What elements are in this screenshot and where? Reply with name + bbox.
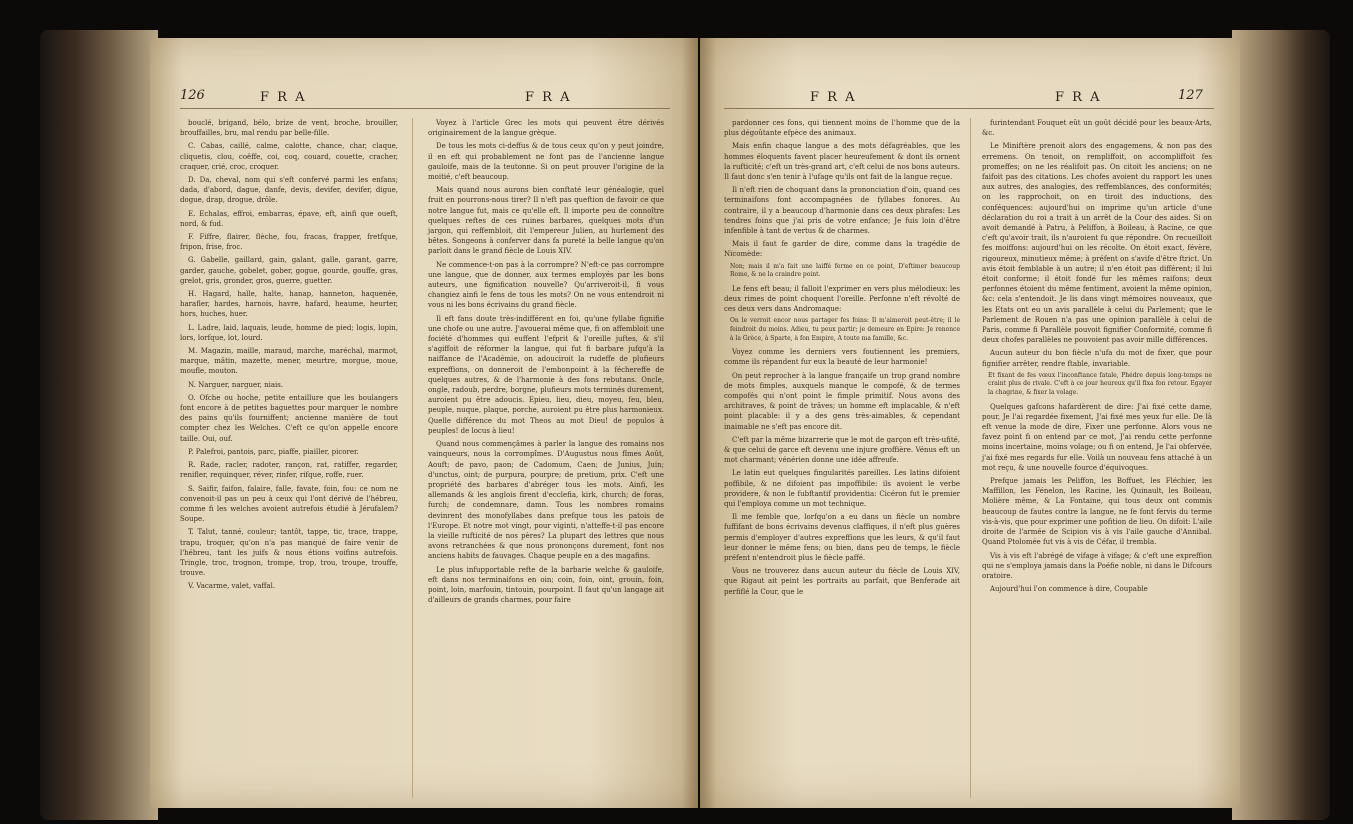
left-column-2 [428, 118, 664, 608]
paragraph: G. Gabelle, gaillard, gain, galant, galle, garant, garre, garder, gauche, gobelet, gober, gogue, gourde, gouffe, gras, grelot, gris, gronder, gros, guerre, guetter. [180, 256, 398, 285]
book-fore-edge-left [40, 30, 158, 820]
paragraph: N. Narguer, narguer, niais. [188, 380, 284, 389]
running-head-right-inner: F R A [810, 90, 857, 105]
paragraph: F. Fiffre, flairer, flèche, fou, fracas, frapper, fretfque, fripon, frise, froc. [180, 233, 398, 252]
paragraph: Il n'eft rien de choquant dans la prononciation d'oin, quand ces terminaifons font accompagnées de fyllabes fonores. Au contraire, il y a beaucoup d'harmonie dans ces deux phrafes: Les tendres foins que j'ai pris de votre enfance; Je fuis loin d'être infenfible à tant de vertus & de charmes. [724, 186, 960, 236]
paragraph: Le Miniftère prenoit alors des engagemens, & non pas des erremens. On tenoit, on rempliffoit, on accompliffoit fes promeffes; on ne les réalifoit pas. On citoit les anciens; on ne faifoit pas des citations. Les chofes avoient du rapport les unes aux autres, des analogies, des reffemblances, des conformités; on les rapprochoit, on en tiroit des inductions, des conféquences: aujourd'hui on imprime qu'un article d'une déclaration du roi a trait à un arrêt de la Cour des aides. Si on avoit demandé à Patru, à Peliffon, à Boileau, à Racine, ce que c'eft qu'avoir trait, ils n'auroient fu que répondre. On recueilloit fes moiffons: aujourd'hui on les récolte. On étoit exact, févère, rigoureux, minutieux même; à préfent on s'avife d'être ftrict. Un avis étoit femblable à un autre; il n'en étoit pas différent; il lui étoit conforme; il étoit fondé fur les mêmes raifons; deux perfonnes étoient du même fentiment, avoient la même opinion, &c: cela s'entendoit. Je lis dans vingt mémoires nouveaux, que les Etats ont eu un avis parallèle à celui du Parlement; que le Parlement de Rouen n'a pas une opinion parallèle à celui de Paris, comme fi Parallèle pouvoit fignifier Conformité, comme fi deux chofes parallèles ne pouvoient pas avoir mille différences. [982, 142, 1212, 345]
paragraph: Aucun auteur du bon fiècle n'ufa du mot de fixer, que pour fignifier arrêter, rendre ftable, invariable. [982, 349, 1212, 368]
paragraph: Voyez comme les derniers vers foutiennent les premiers, comme ils répandent fur eux la beauté de leur harmonie! [724, 348, 960, 367]
running-head-right-outer: F R A [1055, 90, 1102, 105]
paragraph: Quand nous commençâmes à parler la langue des romains nos vainqueurs, nous la corrompîmes. D'Augustus nous fîmes Août, Aouft; de pavo, paon; de Cadomum, Caen; de Junius, Juin; d'unctus, oint; de purpura, pourpre; de pretium, prix. C'eft une propriété des barbares d'abréger tous les mots. Ainfi, les allemands & les anglois firent d'ecclefia, kirk, church; de foras, furch; de condemnare, damn. Tous les nombres romains devinrent des monofyllabes dans prefque tous les patois de l'Europe. Et notre mot vingt, pour viginti, n'atteffe-t-il pas encore la vieille rufticité de nos pères? La plupart des lettres que nous avons retranchées & que nous prononçons durement, font nos anciens habits de fauvages. Chaque peuple en a des magafins. [428, 440, 664, 561]
paragraph: R. Rade, racler, radoter, rançon, rat, ratiffer, regarder, renifler, requinquer, réver, rinfer, rifque, roffe, ruer. [180, 461, 398, 480]
paragraph: S. Saifir, faifon, falaire, falle, favate, foin, fou: ce nom ne convenoit-il pas un peu à ceux qui l'ont dérivé de l'hébreu, comme fi les welches avoient autrefois étudié à Jérufalem? Soupe. [180, 484, 398, 524]
paragraph: Voyez à l'article Grec les mots qui peuvent être dérivés originairement de la langue grèque. [428, 119, 664, 138]
column-divider [412, 118, 413, 798]
verse-quotation: On le verroit encor nous partager fes foins: Il m'aimeroit peut-être; il le feindroit du moins. Adieu, tu peux partir; je demeure en Epire: Je renonce à la Grèce, à Sparte, à fon Empire, A toute ma famille, &c. [730, 317, 960, 342]
left-column-1 [180, 118, 398, 595]
paragraph: C. Cabas, caillé, calme, calotte, chance, char, claque, cliquetis, clou, coëffe, coi, coq, couard, couette, cracher, craquer, crié, croc, croquer. [180, 142, 398, 171]
paragraph: Il eft fans doute très-indifférent en foi, qu'une fyllabe fignifie une chofe ou une autre. J'avouerai même que, fi on affembloit une fociété d'hommes qui euffent l'efprit & l'oreille juftes, & s'il s'agiffoit de réformer la langue, qui fut fi barbare jufqu'à la naiffance de l'Académie, on adouciroit la rudeffe de plufieurs expreffions, on donneroit de l'embonpoint à la féchereffe de quelques autres, & de l'harmonie à des fons rebutans. Oncle, ongle, radoub, perdre, borgne, plufieurs mots terminés durement, auroient pu être adoucis. Epieu, lieu, dieu, moyeu, feu, bleu, peuple, nuque, plaque, porche, auroient pu être plus harmonieux. Quelle différence du mot Theos au mot Dieu! de populos à peuples! de locus à lieu! [428, 314, 664, 435]
paragraph: D. Da, cheval, nom qui s'eft confervé parmi les enfans; dada, d'abord, dague, danfe, devis, devifer, devifer, digue, dogue, drap, drogue, drôle. [180, 176, 398, 205]
paragraph: T. Talut, tanné, couleur; tantôt, tappe, tic, trace, trappe, trapu, troquer, qu'on n'a pas manqué de faire venir de l'hébreu, tant les juifs & nous étions voifins autrefois. Tringle, troc, trognon, trompe, trop, trou, troupe, trouffe, trouve. [180, 528, 398, 578]
right-column-2 [982, 118, 1212, 597]
paragraph: H. Hagard, halle, halte, hanap, hanneton, haquenée, harafler, hardes, harnois, havre, hafard, heaume, heurter, hors, huches, huer. [180, 290, 398, 319]
page-number-left: 126 [180, 88, 205, 103]
paragraph: E. Echalas, effroi, embarras, épave, eft, ainfi que oueft, nord, & fud. [180, 209, 398, 228]
header-rule [724, 108, 1214, 109]
header-rule [180, 108, 670, 109]
paragraph: Aujourd'hui l'on commence à dire, Coupable [990, 585, 1148, 594]
running-head-left-outer: F R A [260, 90, 307, 105]
right-column-1 [724, 118, 960, 600]
paragraph: Mais quand nous aurons bien conftaté leur généalogie, quel fruit en pourrons-nous tirer? Il n'eft pas queftion de favoir ce que notre langue fut, mais ce qu'elle eft. Il importe peu de connoître quelques reftes de ces ruines barbares, quelques mots d'un jargon, qui reffembloit, dit l'empereur Julien, au hurlement des bêtes. Songeons à conferver dans fa pureté la belle langue qu'on parloit dans le grand fiècle de Louis XIV. [428, 186, 664, 256]
open-book [40, 20, 1330, 820]
paragraph: pardonner ces fons, qui tiennent moins de l'homme que de la plus dégoûtante efpèce des animaux. [724, 119, 960, 138]
paragraph: Le plus infupportable refte de la barbarie welche & gauloife, eft dans nos terminaifons en oin; coin, foin, oint, grouin, foin, point, loin, marfouin, tintouin, pourpoint. Il faut qu'un langage ait d'ailleurs de grands charmes, pour faire [428, 565, 664, 605]
verse-quotation: Non; mais il m'a fait une laiffé ferme en ce point, D'eftimer beaucoup Rome, & ne la craindre point. [730, 262, 960, 279]
paragraph: C'eft par la même bizarrerie que le mot de garçon eft très-ufité, & que celui de garce eft devenu une injure groffière. Vénus eft un mot charmant; vénérien donne une idée affreufe. [724, 435, 960, 465]
paragraph: Vous ne trouverez dans aucun auteur du fiècle de Louis XIV, que Rigaut ait peint les portraits au parfait, que Benferade ait perfiflé la Cour, que le [724, 567, 960, 596]
paragraph: Ne commence-t-on pas à la corrompre? N'eft-ce pas corrompre une langue, que de donner, aux termes employés par les bons auteurs, une fignification nouvelle? Qu'arriveroit-il, fi vous changiez ainfi le fens de tous les mots? On ne vous entendroit ni vous ni les bons écrivains du grand fiècle. [428, 260, 664, 310]
paragraph: Prefque jamais les Peliffon, les Boffuet, les Fléchier, les Maffillon, les Fénelon, les Racine, les Quinault, les Boileau, Molière même, & La Fontaine, qui tous deux ont commis beaucoup de fautes contre la langue, ne fe font fervis du terme vis-à-vis, que pour exprimer une pofition de lieu. On difoit: L'aile droite de l'armée de Scipion vis à vis l'aile gauche d'Annibal. Quand Ptolomée fut vis à vis de Céfar, il trembla. [982, 477, 1212, 547]
running-head-left-inner: F R A [525, 90, 572, 105]
paragraph: Il me femble que, lorfqu'on a eu dans un fiècle un nombre fuffifant de bons écrivains devenus claffiques, il n'eft plus guères permis d'employer d'autres expreffions que les leurs, & qu'il faut leur donner le même fens; ou bien, dans peu de temps, le fiècle préfent n'entendroit plus le fiècle paffé. [724, 513, 960, 563]
column-divider [970, 118, 971, 798]
paragraph: furintendant Fouquet eût un goût décidé pour les beaux-Arts, &c. [982, 119, 1212, 138]
paragraph: Mais enfin chaque langue a des mots défagréables, que les hommes éloquents favent placer heureufement & dont ils ornent la rufticité; c'eft un très-grand art, c'eft celui de nos bons auteurs. Il faut donc s'en tenir à l'ufage qu'ils ont fait de la langue reçue. [724, 142, 960, 182]
page-number-right: 127 [1178, 88, 1203, 103]
paragraph: Vis à vis eft l'abrégé de vifage à vifage; & c'eft une expreffion qui ne s'employa jamais dans la Poéfie noble, ni dans le Difcours oratoire. [982, 551, 1212, 580]
paragraph: M. Magazin, maille, maraud, marche, maréchal, marmot, marque, mâtin, mazette, mener, meurtre, morgue, moue, moufle, mouton. [180, 347, 398, 376]
right-page [700, 38, 1240, 808]
verse-quotation: Et fixant de fes vœux l'inconftance fatale, Phédre depuis long-temps ne craint plus de rivale. C'eft à ce jour heureux qu'il fixa fon retour. Egayer la chagrine, & fixer la volage. [988, 371, 1212, 397]
paragraph: O. Ofche ou hoche, petite entaillure que les boulangers font encore à de petites baguettes pour marquer le nombre des pains qu'ils fourniffent; ancienne manière de tout compter chez les Welches. C'eft ce qu'on appelle encore taille. Oui, ouf. [180, 393, 398, 443]
paragraph: Le fens eft beau; il falloit l'exprimer en vers plus mélodieux: les deux rimes de point choquent l'oreille. Perfonne n'eft révolté de ces deux vers dans Andromaque: [724, 284, 960, 314]
paragraph: bouclé, brigand, bélo, brize de vent, broche, brouiller, brouffailles, bru, mal rendu par belle-fille. [180, 119, 398, 138]
paragraph: Quelques gafcons hafardèrent de dire: J'ai fixé cette dame, pour, Je l'ai regardée fixement, J'ai fixé mes yeux fur elle. De là eft venue la mode de dire, Fixer une perfonne. Alors vous ne favez point fi on entend par ce mot, J'ai rendu cette perfonne moins incertaine, moins volage; ou fi on entend, Je l'ai obfervée, j'ai fixé mes regards fur elle. Voilà un nouveau fens attaché à un mot reçu, & une nouvelle fource d'équivoques. [982, 402, 1212, 472]
paragraph: Mais il faut fe garder de dire, comme dans la tragédie de Nicomède: [724, 240, 960, 259]
paragraph: P. Palefroi, pantois, parc, piaffe, piailler, picorer. [188, 447, 359, 456]
paragraph: Le latin eut quelques fingularités pareilles. Les latins difoient poffibile, & ne difoient pas impoffibile: ils avoient le verbe providere, & non le fubftantif providentia: Cicéron fut le premier qui l'employa comme un mot technique. [724, 469, 960, 509]
paragraph: De tous les mots ci-deffus & de tous ceux qu'on y peut joindre, il en eft qui probablement ne font pas de l'ancienne langue gauloife, mais de la teutonne. Si on peut prouver l'origine de la moitié, c'eft beaucoup. [428, 142, 664, 182]
paragraph: V. Vacarme, valet, vaffal. [188, 582, 276, 591]
paragraph: L. Ladre, laid, laquais, leude, homme de pied; logis, lopin, lors, lorfque, lot, lourd. [180, 323, 398, 342]
paragraph: On peut reprocher à la langue françaife un trop grand nombre de mots fimples, auxquels manque le compofé, & de termes compofés qui n'ont point le fimple primitif. Nous avons des architraves, & point de trâves; un homme eft implacable, & n'eft point placable: il y a des gens très-aimables, & cependant inaimable ne s'eft pas encore dit. [724, 371, 960, 431]
left-page [150, 38, 698, 808]
book-fore-edge-right [1232, 30, 1330, 820]
